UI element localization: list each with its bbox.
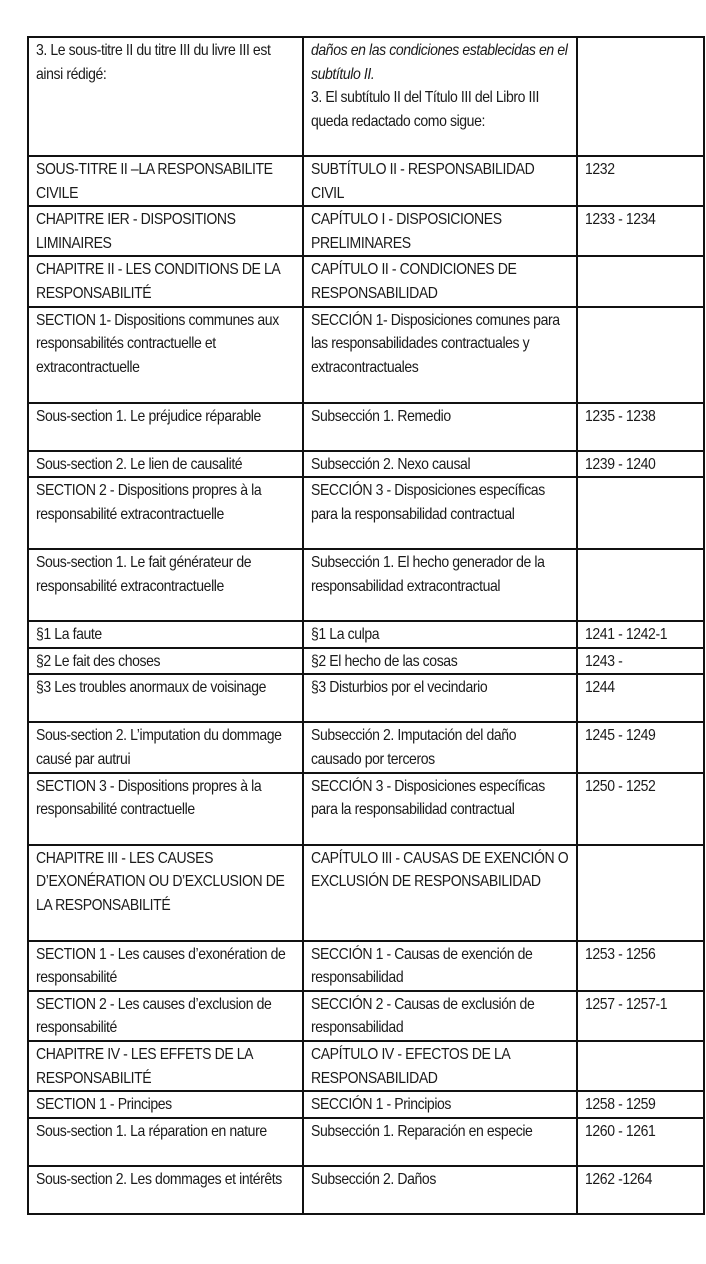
spanish-cell — [303, 206, 577, 256]
spanish-text: CAPÍTULO II - CONDICIONES DE RESPONSABILIDAD — [311, 261, 517, 302]
article-cell — [577, 1118, 704, 1166]
table-row — [28, 1041, 704, 1091]
table-row — [28, 991, 704, 1041]
table-row — [28, 722, 704, 772]
spanish-cell — [303, 991, 577, 1041]
french-cell — [28, 156, 303, 206]
article-cell — [577, 206, 704, 256]
table-row — [28, 674, 704, 722]
spanish-text: §1 La culpa — [311, 626, 380, 644]
spanish-text: SECCIÓN 1 - Principios — [311, 1096, 452, 1114]
french-text: §2 Le fait des choses — [36, 652, 161, 670]
french-cell — [28, 1091, 303, 1118]
article-number: 1235 - 1238 — [585, 407, 656, 425]
french-cell — [28, 451, 303, 478]
article-number: 1241 - 1242-1 — [585, 626, 668, 644]
table-row — [28, 156, 704, 206]
article-cell — [577, 991, 704, 1041]
table-row — [28, 451, 704, 478]
spanish-cell — [303, 403, 577, 451]
spanish-cell — [303, 722, 577, 772]
spanish-cell — [303, 941, 577, 991]
french-text: SECTION 2 - Dispositions propres à la responsabilité extracontractuelle — [36, 482, 262, 523]
spanish-cell — [303, 674, 577, 722]
table-row — [28, 621, 704, 648]
french-text: CHAPITRE IV - LES EFFETS DE LA RESPONSABILITÉ — [36, 1045, 253, 1087]
table-row — [28, 37, 704, 156]
article-cell — [577, 674, 704, 722]
article-cell — [577, 307, 704, 403]
french-cell — [28, 1118, 303, 1166]
spanish-text: Subsección 1. Reparación en especie — [311, 1122, 533, 1140]
article-cell — [577, 941, 704, 991]
spanish-cell — [303, 37, 577, 156]
table-row — [28, 256, 704, 306]
french-text: 3. Le sous-titre II du titre III du livre III est ainsi rédigé: — [36, 42, 271, 83]
spanish-text: Subsección 1. Remedio — [311, 407, 451, 425]
french-cell — [28, 674, 303, 722]
spanish-text: §2 El hecho de las cosas — [311, 652, 458, 670]
spanish-cell — [303, 477, 577, 549]
article-cell — [577, 549, 704, 621]
spanish-text: SECCIÓN 2 - Causas de exclusión de responsabilidad — [311, 995, 535, 1037]
spanish-text: SECCIÓN 1- Disposiciones comunes para las responsabilidades contractuales y extracontractuales — [311, 311, 560, 376]
article-cell — [577, 773, 704, 845]
table-row — [28, 648, 704, 675]
french-text: SECTION 3 - Dispositions propres à la responsabilité contractuelle — [36, 777, 262, 819]
french-text: SECTION 1 - Principes — [36, 1096, 172, 1114]
french-cell — [28, 773, 303, 845]
spanish-text: 3. El subtítulo II del Título III del Libro III queda redactado como sigue: — [311, 89, 540, 130]
french-cell — [28, 1041, 303, 1091]
table-body — [28, 37, 704, 1214]
spanish-cell — [303, 845, 577, 941]
french-text: CHAPITRE III - LES CAUSES D’EXONÉRATION OU D’EXCLUSION DE LA RESPONSABILITÉ — [36, 849, 285, 914]
article-cell — [577, 451, 704, 478]
article-cell — [577, 256, 704, 306]
article-number: 1250 - 1252 — [585, 777, 656, 795]
article-cell — [577, 1091, 704, 1118]
article-cell — [577, 156, 704, 206]
comparison-table — [27, 36, 705, 1215]
table-row — [28, 941, 704, 991]
table-row — [28, 1091, 704, 1118]
spanish-text: CAPÍTULO I - DISPOSICIONES PRELIMINARES — [311, 211, 502, 252]
article-number: 1260 - 1261 — [585, 1122, 656, 1140]
french-text: SECTION 1 - Les causes d’exonération de responsabilité — [36, 945, 286, 987]
french-text: Sous-section 2. Le lien de causalité — [36, 455, 243, 473]
french-text: Sous-section 1. Le fait générateur de responsabilité extracontractuelle — [36, 554, 252, 595]
table-row — [28, 403, 704, 451]
french-text: Sous-section 2. L’imputation du dommage causé par autrui — [36, 727, 282, 768]
spanish-cell — [303, 549, 577, 621]
article-number: 1233 - 1234 — [585, 211, 656, 229]
table-row — [28, 477, 704, 549]
spanish-cell — [303, 156, 577, 206]
french-cell — [28, 256, 303, 306]
spanish-text: CAPÍTULO III - CAUSAS DE EXENCIÓN O EXCLUSIÓN DE RESPONSABILIDAD — [311, 849, 569, 891]
spanish-text: §3 Disturbios por el vecindario — [311, 679, 488, 697]
french-cell — [28, 722, 303, 772]
french-text: SOUS-TITRE II –LA RESPONSABILITE CIVILE — [36, 161, 273, 202]
french-text: SECTION 1- Dispositions communes aux responsabilités contractuelle et extracontractuelle — [36, 311, 279, 376]
spanish-cell — [303, 773, 577, 845]
french-text: §1 La faute — [36, 626, 102, 644]
article-number: 1257 - 1257-1 — [585, 995, 668, 1013]
french-text: CHAPITRE II - LES CONDITIONS DE LA RESPONSABILITÉ — [36, 261, 280, 302]
article-cell — [577, 722, 704, 772]
spanish-text: CAPÍTULO IV - EFECTOS DE LA RESPONSABILIDAD — [311, 1045, 510, 1087]
spanish-cell — [303, 1091, 577, 1118]
table-row — [28, 845, 704, 941]
french-cell — [28, 621, 303, 648]
french-text: §3 Les troubles anormaux de voisinage — [36, 679, 267, 697]
french-cell — [28, 37, 303, 156]
article-cell — [577, 845, 704, 941]
article-number: 1243 - — [585, 652, 623, 670]
table-row — [28, 773, 704, 845]
french-cell — [28, 206, 303, 256]
spanish-cell — [303, 621, 577, 648]
article-number: 1232 — [585, 161, 615, 178]
french-cell — [28, 549, 303, 621]
spanish-italic-text: daños en las condiciones establecidas en el subtítulo II. — [311, 42, 568, 83]
article-cell — [577, 37, 704, 156]
french-cell — [28, 307, 303, 403]
spanish-text: SECCIÓN 3 - Disposiciones específicas para la responsabilidad contractual — [311, 777, 545, 819]
article-number: 1244 — [585, 679, 615, 697]
table-row — [28, 1166, 704, 1214]
spanish-cell — [303, 648, 577, 675]
spanish-cell — [303, 256, 577, 306]
spanish-text: Subsección 2. Daños — [311, 1170, 436, 1188]
article-cell — [577, 403, 704, 451]
article-number: 1262 -1264 — [585, 1170, 652, 1188]
spanish-text: Subsección 2. Nexo causal — [311, 455, 471, 473]
spanish-cell — [303, 1166, 577, 1214]
table-row — [28, 1118, 704, 1166]
french-cell — [28, 845, 303, 941]
article-cell — [577, 477, 704, 549]
article-number: 1253 - 1256 — [585, 945, 656, 963]
spanish-cell — [303, 1118, 577, 1166]
french-text: SECTION 2 - Les causes d’exclusion de responsabilité — [36, 995, 272, 1037]
spanish-cell — [303, 451, 577, 478]
french-cell — [28, 648, 303, 675]
spanish-text: Subsección 2. Imputación del daño causado por terceros — [311, 727, 517, 768]
table-row — [28, 549, 704, 621]
spanish-text: SECCIÓN 3 - Disposiciones específicas para la responsabilidad contractual — [311, 482, 545, 523]
french-cell — [28, 991, 303, 1041]
french-cell — [28, 1166, 303, 1214]
french-text: Sous-section 1. La réparation en nature — [36, 1122, 267, 1140]
spanish-cell — [303, 1041, 577, 1091]
spanish-cell — [303, 307, 577, 403]
french-text: CHAPITRE IER - DISPOSITIONS LIMINAIRES — [36, 211, 236, 252]
article-number: 1245 - 1249 — [585, 727, 656, 745]
article-cell — [577, 621, 704, 648]
article-cell — [577, 1166, 704, 1214]
french-text: Sous-section 2. Les dommages et intérêts — [36, 1170, 282, 1188]
table-row — [28, 307, 704, 403]
spanish-text: SECCIÓN 1 - Causas de exención de responsabilidad — [311, 945, 533, 987]
spanish-text: Subsección 1. El hecho generador de la responsabilidad extracontractual — [311, 554, 545, 595]
article-cell — [577, 1041, 704, 1091]
article-cell — [577, 648, 704, 675]
article-number: 1239 - 1240 — [585, 455, 656, 473]
french-cell — [28, 477, 303, 549]
table-row — [28, 206, 704, 256]
article-number: 1258 - 1259 — [585, 1096, 656, 1114]
french-text: Sous-section 1. Le préjudice réparable — [36, 407, 261, 425]
spanish-text: SUBTÍTULO II - RESPONSABILIDAD CIVIL — [311, 161, 535, 202]
french-cell — [28, 403, 303, 451]
french-cell — [28, 941, 303, 991]
